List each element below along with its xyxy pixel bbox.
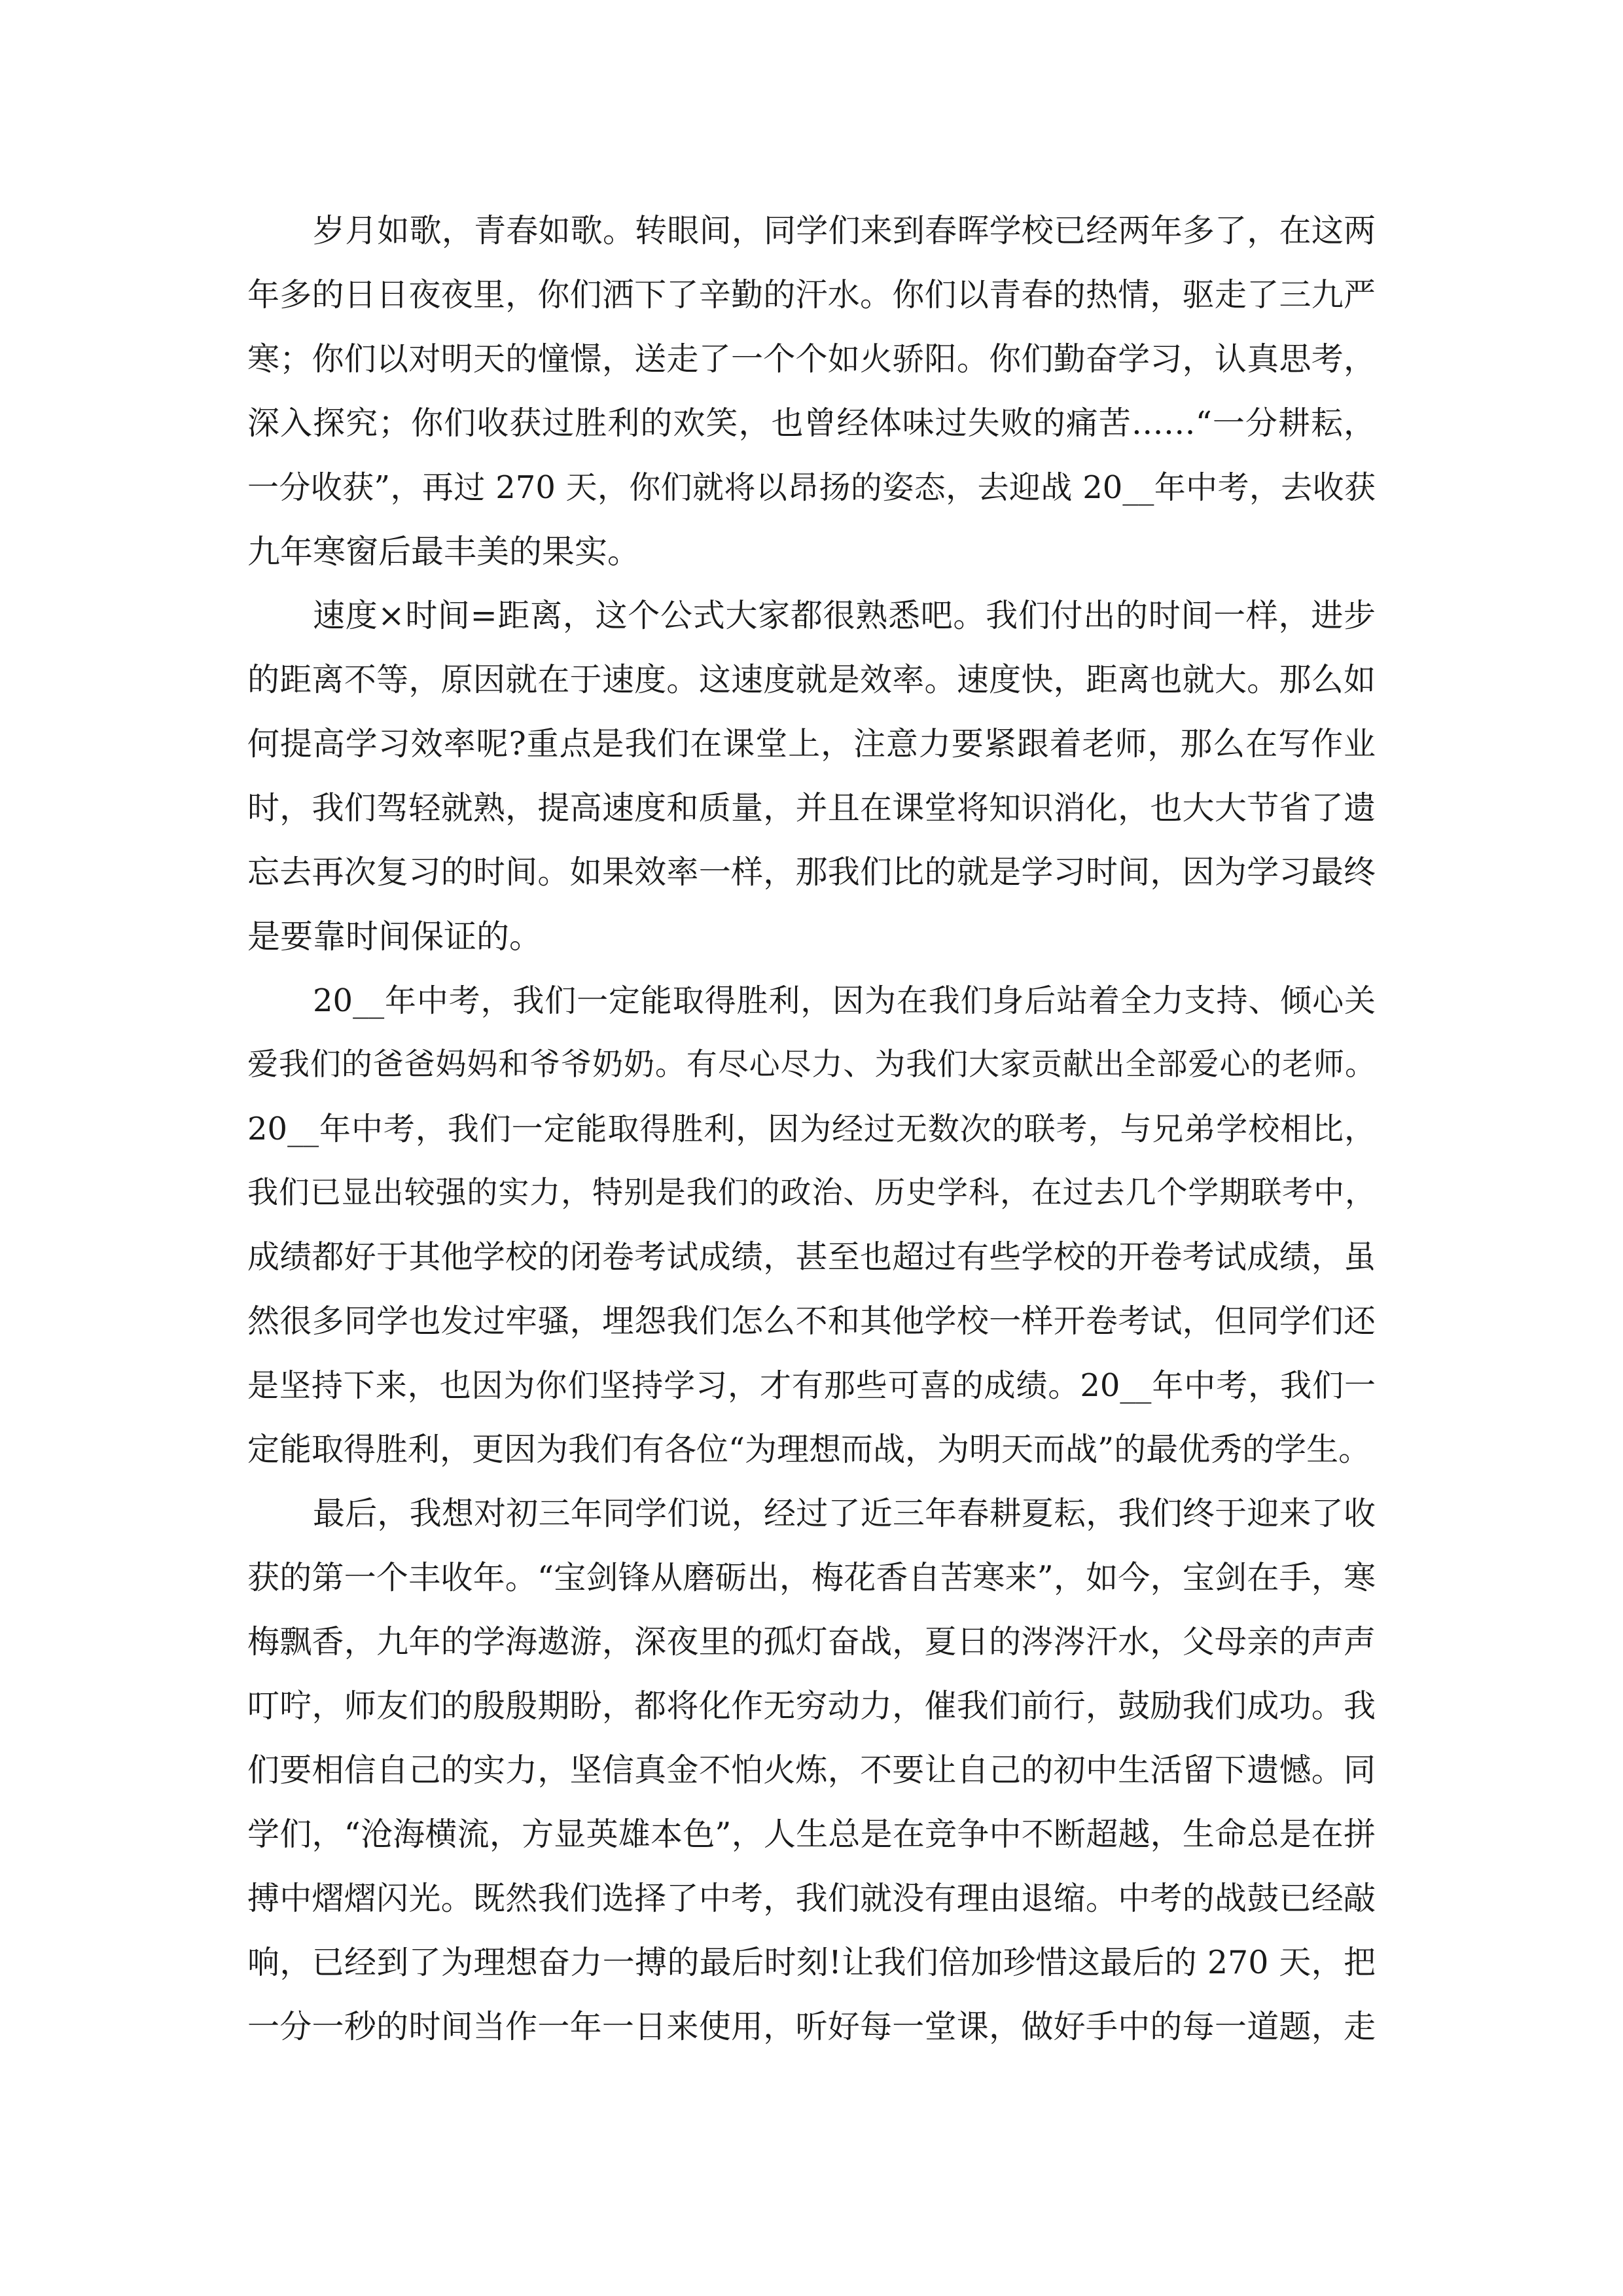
- text-line: 学们，“沧海横流，方显英雄本色”，人生总是在竞争中不断超越，生命总是在拼: [247, 1816, 1376, 1853]
- text-line: 然很多同学也发过牢骚，埋怨我们怎么不和其他学校一样开卷考试，但同学们还: [247, 1302, 1376, 1340]
- text-line: 20__年中考，我们一定能取得胜利，因为在我们身后站着全力支持、倾心关: [313, 982, 1376, 1019]
- paragraph-2: [247, 584, 1376, 969]
- text-line: 我们已显出较强的实力，特别是我们的政治、历史学科，在过去几个学期联考中，: [247, 1175, 1376, 1211]
- text-line: 搏中熠熠闪光。既然我们选择了中考，我们就没有理由退缩。中考的战鼓已经敲: [247, 1880, 1376, 1917]
- text-line: 响，已经到了为理想奋力一搏的最后时刻!让我们倍加珍惜这最后的 270 天，把: [247, 1944, 1376, 1981]
- text-line: 九年寒窗后最丰美的果实。: [247, 533, 640, 571]
- text-line: 时，我们驾轻就熟，提高速度和质量，并且在课堂将知识消化，也大大节省了遗: [247, 789, 1376, 827]
- text-line: 爱我们的爸爸妈妈和爷爷奶奶。有尽心尽力、为我们大家贡献出全部爱心的老师。: [247, 1047, 1376, 1083]
- text-line: 获的第一个丰收年。“宝剑锋从磨砺出，梅花香自苦寒来”，如今，宝剑在手，寒: [247, 1559, 1376, 1596]
- text-line: 定能取得胜利，更因为我们有各位“为理想而战，为明天而战”的最优秀的学生。: [247, 1431, 1371, 1468]
- text-line: 一分收获”，再过 270 天，你们就将以昂扬的姿态，去迎战 20__年中考，去收获: [247, 469, 1376, 506]
- text-line: 叮咛，师友们的殷殷期盼，都将化作无穷动力，催我们前行，鼓励我们成功。我: [247, 1687, 1376, 1725]
- text-line: 们要相信自己的实力，坚信真金不怕火炼，不要让自己的初中生活留下遗憾。同: [247, 1751, 1376, 1789]
- text-line: 20__年中考，我们一定能取得胜利，因为经过无数次的联考，与兄弟学校相比，: [247, 1111, 1376, 1147]
- text-line: 一分一秒的时间当作一年一日来使用，听好每一堂课，做好手中的每一道题，走: [247, 2008, 1376, 2045]
- text-line: 忘去再次复习的时间。如果效率一样，那我们比的就是学习时间，因为学习最终: [247, 853, 1376, 891]
- text-line: 成绩都好于其他学校的闭卷考试成绩，甚至也超过有些学校的开卷考试成绩，虽: [247, 1238, 1376, 1276]
- text-line: 最后，我想对初三年同学们说，经过了近三年春耕夏耘，我们终于迎来了收: [313, 1495, 1376, 1532]
- text-line: 岁月如歌，青春如歌。转眼间，同学们来到春晖学校已经两年多了，在这两: [313, 212, 1376, 249]
- text-line: 的距离不等，原因就在于速度。这速度就是效率。速度快，距离也就大。那么如: [247, 661, 1376, 698]
- document-body: [247, 199, 1376, 2059]
- text-line: 寒；你们以对明天的憧憬，送走了一个个如火骄阳。你们勤奋学习，认真思考，: [247, 340, 1376, 378]
- text-line: 年多的日日夜夜里，你们洒下了辛勤的汗水。你们以青春的热情，驱走了三九严: [247, 276, 1376, 314]
- paragraph-1: [247, 199, 1376, 584]
- text-line: 是要靠时间保证的。: [247, 918, 542, 956]
- paragraph-3: [247, 969, 1376, 1482]
- paragraph-4: [247, 1482, 1376, 2059]
- text-line: 梅飘香，九年的学海遨游，深夜里的孤灯奋战，夏日的涔涔汗水，父母亲的声声: [247, 1623, 1376, 1660]
- text-line: 是坚持下来，也因为你们坚持学习，才有那些可喜的成绩。20__年中考，我们一: [247, 1367, 1376, 1404]
- text-line: 深入探究；你们收获过胜利的欢笑，也曾经体味过失败的痛苦……“一分耕耘，: [247, 404, 1376, 442]
- text-line: 速度×时间=距离，这个公式大家都很熟悉吧。我们付出的时间一样，进步: [313, 597, 1376, 634]
- text-line: 何提高学习效率呢?重点是我们在课堂上，注意力要紧跟着老师，那么在写作业: [247, 725, 1376, 762]
